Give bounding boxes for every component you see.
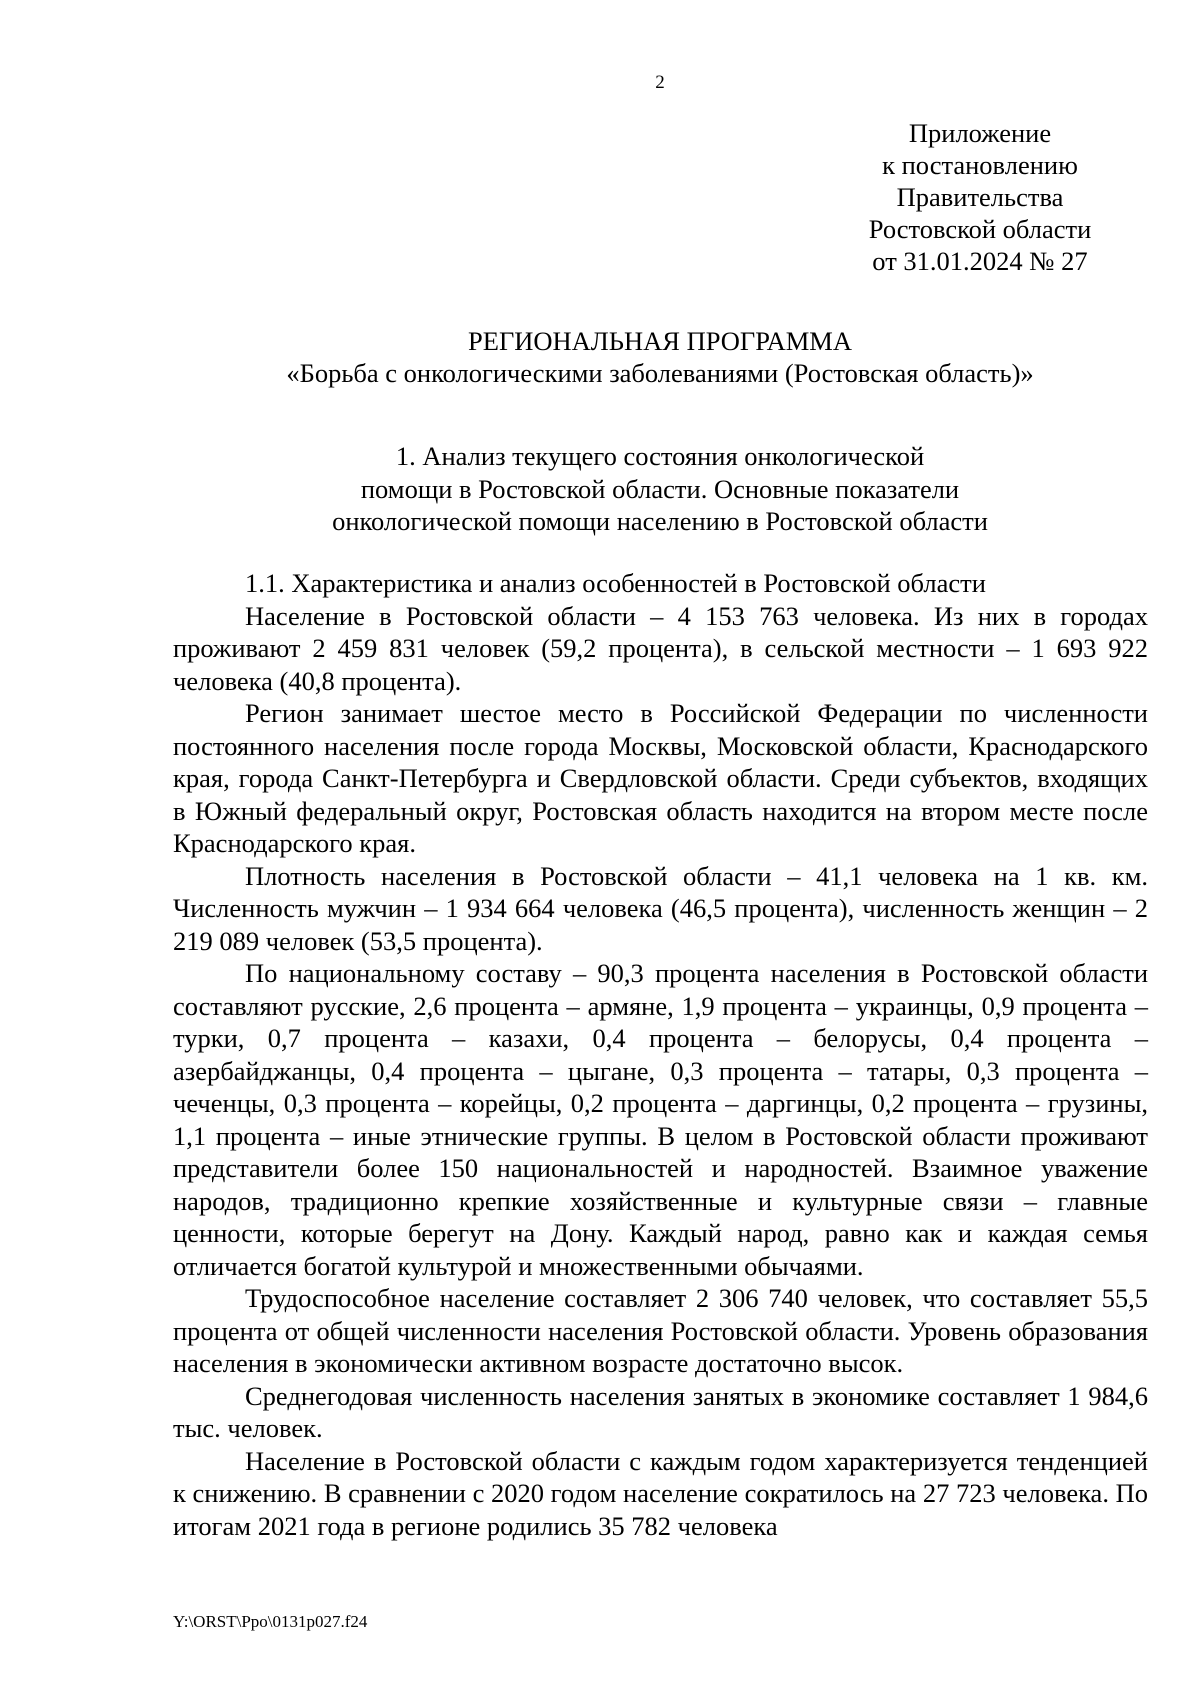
paragraph: По национальному составу – 90,3 процента населения в Ростовской области составляют русские, 2,6 процента – армяне, 1,9 процента – украинцы, 0,9 процента – турки, 0,7 процента – казахи, 0,4 процента – белорусы, 0,4 процента – азербайджанцы, 0,4 процента – цыгане, 0,3 процента – татары, 0,3 процента – чеченцы, 0,3 процента – корейцы, 0,2 процента – даргинцы, 0,2 процента – грузины, 1,1 процента – иные этнические группы. В целом в Ростовской области проживают представители более 150 национальностей и народностей. Взаимное уважение народов, традиционно крепкие хозяйственные и культурные связи – главные ценности, которые берегут на Дону. Каждый народ, равно как и каждая семья отличается богатой культурой и множественными обычаями. [173, 958, 1148, 1281]
approval-line: Ростовской области [868, 214, 1092, 244]
paragraph: Плотность населения в Ростовской области – 41,1 человека на 1 кв. км. Численность мужчин – 1 934 664 человека (46,5 процента), численность женщин – 2 219 089 человек (53,5 процента). [173, 860, 1148, 956]
section-heading-line: 1. Анализ текущего состояния онкологической [395, 441, 925, 471]
body-text [173, 567, 1148, 1542]
page-number: 2 [655, 72, 665, 93]
paragraph: Трудоспособное население составляет 2 306 740 человек, что составляет 55,5 процента от общей численности населения Ростовской области. Уровень образования населения в экономически активном возрасте достаточно высок. [173, 1283, 1148, 1378]
section-heading-line: онкологической помощи населению в Ростовской области [332, 506, 988, 536]
program-title-block [0, 325, 1200, 389]
approval-line: Приложение [908, 118, 1052, 148]
paragraph: Население в Ростовской области с каждым годом характеризуется тенденцией к снижению. В сравнении с 2020 годом население сократилось на 27 723 человека. По итогам 2021 года в регионе родились 35 782 человека [173, 1445, 1148, 1541]
section-heading [0, 440, 1200, 538]
program-title: РЕГИОНАЛЬНАЯ ПРОГРАММА [468, 326, 852, 356]
paragraph: Население в Ростовской области – 4 153 763 человека. Из них в городах проживают 2 459 831 человек (59,2 процента), в сельской местности – 1 693 922 человека (40,8 процента). [173, 600, 1148, 696]
program-subtitle: «Борьба с онкологическими заболеваниями (Ростовская область)» [286, 358, 1034, 388]
subsection-heading: 1.1. Характеристика и анализ особенностей в Ростовской области [245, 568, 986, 598]
paragraph: Регион занимает шестое место в Российской Федерации по численности постоянного населения после города Москвы, Московской области, Краснодарского края, города Санкт-Петербурга и Свердловской области. Среди субъектов, входящих в Южный федеральный округ, Ростовская область находится на втором месте после Краснодарского края. [173, 698, 1148, 858]
approval-block [820, 117, 1140, 277]
approval-line: Правительства [896, 182, 1064, 212]
approval-line: к постановлению [882, 150, 1078, 180]
section-heading-line: помощи в Ростовской области. Основные показатели [360, 473, 960, 504]
paragraph: Среднегодовая численность населения занятых в экономике составляет 1 984,6 тыс. человек. [173, 1380, 1148, 1443]
file-path-footer: Y:\ORST\Ppo\0131p027.f24 [173, 1612, 368, 1631]
approval-line: от 31.01.2024 № 27 [872, 246, 1088, 276]
